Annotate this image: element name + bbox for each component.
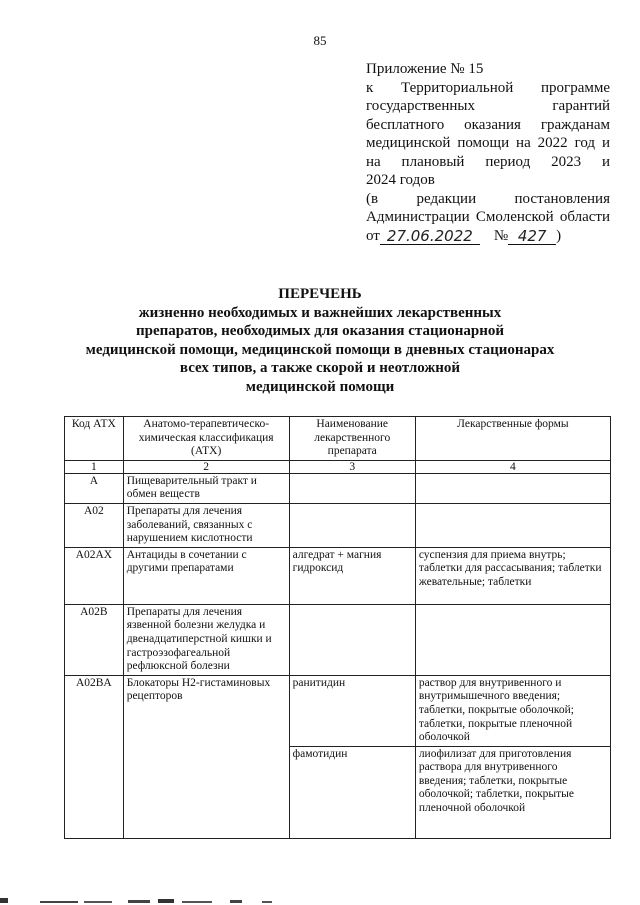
classification-cell: Антациды в сочетании с другими препаратами: [123, 547, 289, 604]
title-line: медицинской помощи, медицинской помощи в дневных стационарах: [85, 341, 555, 358]
code-cell: A02B: [65, 604, 124, 675]
sign-prefix: от: [366, 227, 380, 244]
classification-cell: Препараты для лечения заболеваний, связанных с нарушением кислотности: [123, 503, 289, 547]
header-forms: Лекарственные формы: [415, 417, 610, 461]
index-cell: 3: [289, 460, 415, 473]
code-cell: A02: [65, 503, 124, 547]
header-classification: Анатомо-терапевтическо-химическая классификация (АТХ): [123, 417, 289, 461]
appendix-line: Приложение № 15: [366, 61, 484, 77]
drug-cell: [289, 604, 415, 675]
table-header-row: [65, 417, 611, 461]
table-row: [65, 473, 611, 503]
index-cell: 2: [123, 460, 289, 473]
appendix-line: (в редакции постановления: [366, 190, 610, 207]
appendix-line: Администрации Смоленской области: [366, 209, 610, 225]
code-cell: A02AX: [65, 547, 124, 604]
appendix-line: к Территориальной программе: [366, 79, 610, 96]
table-row: [65, 503, 611, 547]
forms-cell: раствор для внутривенного и внутримышечного введения; таблетки, покрытые оболочкой; таблетки, покрытые пленочной оболочкой: [415, 675, 610, 746]
sign-suffix: ): [556, 227, 562, 244]
appendix-line: 2024 годов: [366, 172, 435, 188]
title-line: всех типов, а также скорой и неотложной: [179, 360, 461, 376]
index-cell: 1: [65, 460, 124, 473]
index-cell: 4: [415, 460, 610, 473]
handwritten-date: 27.06.2022: [380, 228, 480, 245]
appendix-line: государственных гарантий: [366, 98, 610, 114]
appendix-line: медицинской помощи на 2022 год и: [366, 135, 610, 151]
drug-cell: фамотидин: [289, 746, 415, 838]
title-line: жизненно необходимых и важнейших лекарственных: [138, 304, 502, 321]
table-row: [65, 547, 611, 604]
header-code: Код АТХ: [65, 417, 124, 461]
forms-cell: [415, 503, 610, 547]
title-line: препаратов, необходимых для оказания стационарной: [136, 323, 504, 339]
page-number: 85: [313, 33, 327, 48]
forms-cell: лиофилизат для приготовления раствора для внутривенного введения; таблетки, покрытые оболочкой; таблетки, покрытые пленочной оболочкой: [415, 746, 610, 838]
drug-cell: [289, 473, 415, 503]
table-row: [65, 604, 611, 675]
table-row: [65, 675, 611, 746]
drug-cell: алгедрат + магния гидроксид: [289, 547, 415, 604]
classification-cell: Препараты для лечения язвенной болезни желудка и двенадцатиперстной кишки и гастроэзофагеальной рефлюксной болезни: [123, 604, 289, 675]
classification-cell: Пищеварительный тракт и обмен веществ: [123, 473, 289, 503]
header-drug: Наименование лекарственного препарата: [289, 417, 415, 461]
title-line: медицинской помощи: [245, 378, 395, 395]
medicines-table: [64, 416, 611, 839]
appendix-line: бесплатного оказания гражданам: [366, 116, 610, 133]
appendix-line: на плановый период 2023 и: [366, 153, 610, 170]
forms-cell: [415, 473, 610, 503]
forms-cell: суспензия для приема внутрь; таблетки для рассасывания; таблетки жевательные; таблетки: [415, 547, 610, 604]
appendix-header: [366, 60, 610, 245]
resolution-reference: [366, 227, 610, 246]
sign-number-label: №: [493, 227, 509, 244]
drug-cell: ранитидин: [289, 675, 415, 746]
scan-edge-artifact: [0, 897, 640, 905]
drug-cell: [289, 503, 415, 547]
handwritten-number: 427: [508, 228, 556, 245]
code-cell: A: [65, 473, 124, 503]
table-index-row: [65, 460, 611, 473]
classification-cell: Блокаторы Н2-гистаминовых рецепторов: [123, 675, 289, 838]
title-heading: ПЕРЕЧЕНЬ: [278, 286, 362, 302]
code-cell: A02BA: [65, 675, 124, 838]
forms-cell: [415, 604, 610, 675]
document-title: [60, 285, 580, 396]
